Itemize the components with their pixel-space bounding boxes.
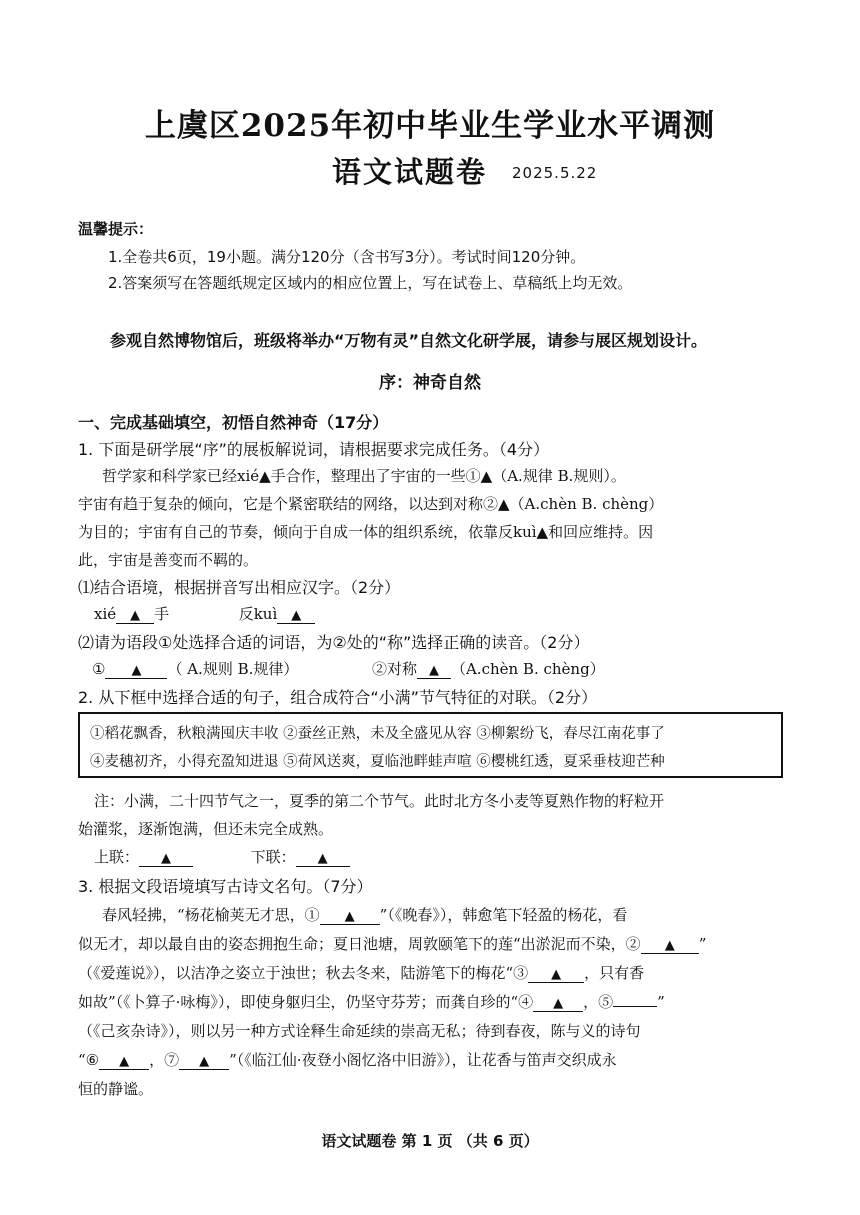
- lower-couplet-label: 下联：: [250, 848, 296, 866]
- poem-line-5: （《己亥杂诗》），则以另一种方式诠释生命延续的崇高无私；待到春夜，陈与义的诗句: [78, 1022, 641, 1040]
- couplet-box: [78, 712, 783, 778]
- exam-title: 上虞区2025年初中毕业生学业水平调测: [144, 108, 716, 144]
- answer-blank[interactable]: [116, 605, 154, 624]
- upper-couplet-blank[interactable]: [139, 848, 193, 867]
- passage-line-3: 为目的；宇宙有自己的节奏，倾向于自成一体的组织系统，依靠反kuì▲和回应维持。因: [78, 523, 654, 541]
- tips-title: 温馨提示：: [78, 220, 154, 238]
- poem-text: 似无才，却以最自由的姿态拥抱生命；夏日池塘，周敦颐笔下的莲“出淤泥而不染，②: [78, 935, 641, 953]
- poem-text: （《爱莲说》），以洁净之姿立于浊世；秋去冬来，陆游笔下的梅花“③: [78, 964, 529, 982]
- blank-marker: ▲: [161, 851, 172, 866]
- blank-marker: ▲: [428, 663, 439, 678]
- blank-marker: ▲: [119, 1054, 130, 1069]
- poem-line-7: 恒的静谧。: [78, 1080, 154, 1098]
- question-3-title: 3. 根据文段语境填写古诗文名句。（7分）: [78, 877, 373, 896]
- passage-line-2: 宇宙有趋于复杂的倾向，它是个紧密联结的网络，以达到对称②▲（A.chèn B. chèng）: [78, 495, 664, 513]
- char-shou: 手: [154, 605, 170, 623]
- couplet-row-1: ①稻花飘香，秋粮满囤庆丰收 ②蚕丝正熟，未及全盛见从容 ③柳絮纷飞，春尽江南花事了: [90, 726, 665, 742]
- poem-text: 春风轻拂，“杨花榆荚无才思，①: [102, 906, 320, 924]
- poem-line-4: [78, 991, 665, 1012]
- poem-blank-1[interactable]: [320, 906, 380, 925]
- poem-line-2: [78, 933, 706, 954]
- blank-marker: ▲: [317, 851, 328, 866]
- question-2-title: 2. 从下框中选择合适的句子，组合成符合“小满”节气特征的对联。（2分）: [78, 688, 598, 707]
- poem-text: ”（《临江仙·夜登小阁忆洛中旧游》），让花香与笛声交织成永: [229, 1051, 617, 1069]
- blank-marker: ▲: [130, 608, 141, 623]
- couplet-row-2: ④麦穗初齐，小得充盈知进退 ⑤荷风送爽，夏临池畔蛙声喧 ⑥樱桃红透，夏采垂枝迎芒种: [90, 754, 665, 770]
- poem-blank-4[interactable]: [533, 993, 583, 1012]
- poem-blank-2[interactable]: [641, 935, 699, 954]
- poem-text: ”: [698, 935, 707, 953]
- poem-text: ，⑦: [149, 1051, 180, 1069]
- poem-line-3: [78, 962, 644, 983]
- subquestion-2: ⑵请为语段①处选择合适的词语，为②处的“称”选择正确的读音。（2分）: [78, 633, 590, 652]
- tip-item-2: 2.答案须写在答题纸规定区域内的相应位置上，写在试卷上、草稿纸上均无效。: [108, 274, 633, 292]
- option-label-1: ①: [92, 660, 106, 678]
- exam-subtitle: 语文试题卷: [332, 155, 488, 189]
- tip-item-1: 1.全卷共6页，19小题。满分120分（含书写3分）。考试时间120分钟。: [108, 248, 586, 266]
- option-choices-1: （ A.规则 B.规律）: [167, 660, 299, 678]
- section-heading: 序：神奇自然: [379, 373, 481, 393]
- option-choices-2: （A.chèn B. chèng）: [450, 660, 605, 678]
- pinyin-xie: xié: [94, 605, 117, 623]
- poem-blank-7[interactable]: [179, 1051, 229, 1070]
- blank-marker: ▲: [551, 967, 562, 982]
- poem-text: ，⑤: [583, 993, 614, 1011]
- poem-line-1: [102, 904, 627, 925]
- poem-text: ，只有香: [584, 964, 645, 982]
- page-footer: 语文试题卷 第 1 页 （共 6 页）: [321, 1132, 539, 1150]
- subquestion-1: ⑴结合语境，根据拼音写出相应汉字。（2分）: [78, 578, 401, 597]
- poem-line-6: [78, 1049, 617, 1070]
- note-line-1: 注：小满，二十四节气之一，夏季的第二个节气。此时北方冬小麦等夏熟作物的籽粒开: [94, 792, 665, 810]
- passage-line-1: 哲学家和科学家已经xié▲手合作，整理出了宇宙的一些①▲（A.规律 B.规则）。: [102, 467, 626, 485]
- blank-marker: ▲: [291, 608, 302, 623]
- poem-blank-5[interactable]: [613, 1006, 657, 1007]
- intro-text: 参观自然博物馆后，班级将举办“万物有灵”自然文化研学展，请参与展区规划设计。: [110, 331, 708, 350]
- blank-marker: ▲: [199, 1054, 210, 1069]
- blank-marker: ▲: [344, 909, 355, 924]
- exam-date: 2025.5.22: [512, 164, 598, 182]
- poem-blank-6[interactable]: [99, 1051, 149, 1070]
- blank-marker: ▲: [553, 996, 564, 1011]
- lower-couplet-blank[interactable]: [296, 848, 350, 867]
- passage-line-4: 此，宇宙是善变而不羁的。: [78, 551, 259, 569]
- section-1-title: 一、完成基础填空，初悟自然神奇（17分）: [78, 413, 389, 432]
- couplet-answers: [94, 846, 350, 867]
- blank-marker: ▲: [131, 663, 142, 678]
- poem-blank-3[interactable]: [528, 964, 584, 983]
- poem-text: ”（《晚春》），韩愈笔下轻盈的杨花，看: [379, 906, 628, 924]
- question-1-title: 1. 下面是研学展“序”的展板解说词，请根据要求完成任务。（4分）: [78, 440, 550, 459]
- answer-blank[interactable]: [277, 605, 315, 624]
- subquestion-2-options: [92, 658, 605, 679]
- answer-blank[interactable]: [417, 660, 451, 679]
- pinyin-kui: 反kuì: [238, 605, 278, 623]
- blank-marker: ▲: [664, 938, 675, 953]
- option-label-2: ②对称: [371, 660, 417, 678]
- poem-text: ”: [657, 993, 665, 1011]
- poem-text: “⑥: [78, 1051, 100, 1069]
- note-line-2: 始灌浆，逐渐饱满，但还未完全成熟。: [78, 820, 334, 838]
- poem-text: 如故”（《卜算子·咏梅》），即使身躯归尘，仍坚守芬芳；而龚自珍的“④: [78, 993, 534, 1011]
- answer-blank[interactable]: [105, 660, 167, 679]
- subquestion-1-blanks: [94, 603, 315, 624]
- upper-couplet-label: 上联：: [94, 848, 140, 866]
